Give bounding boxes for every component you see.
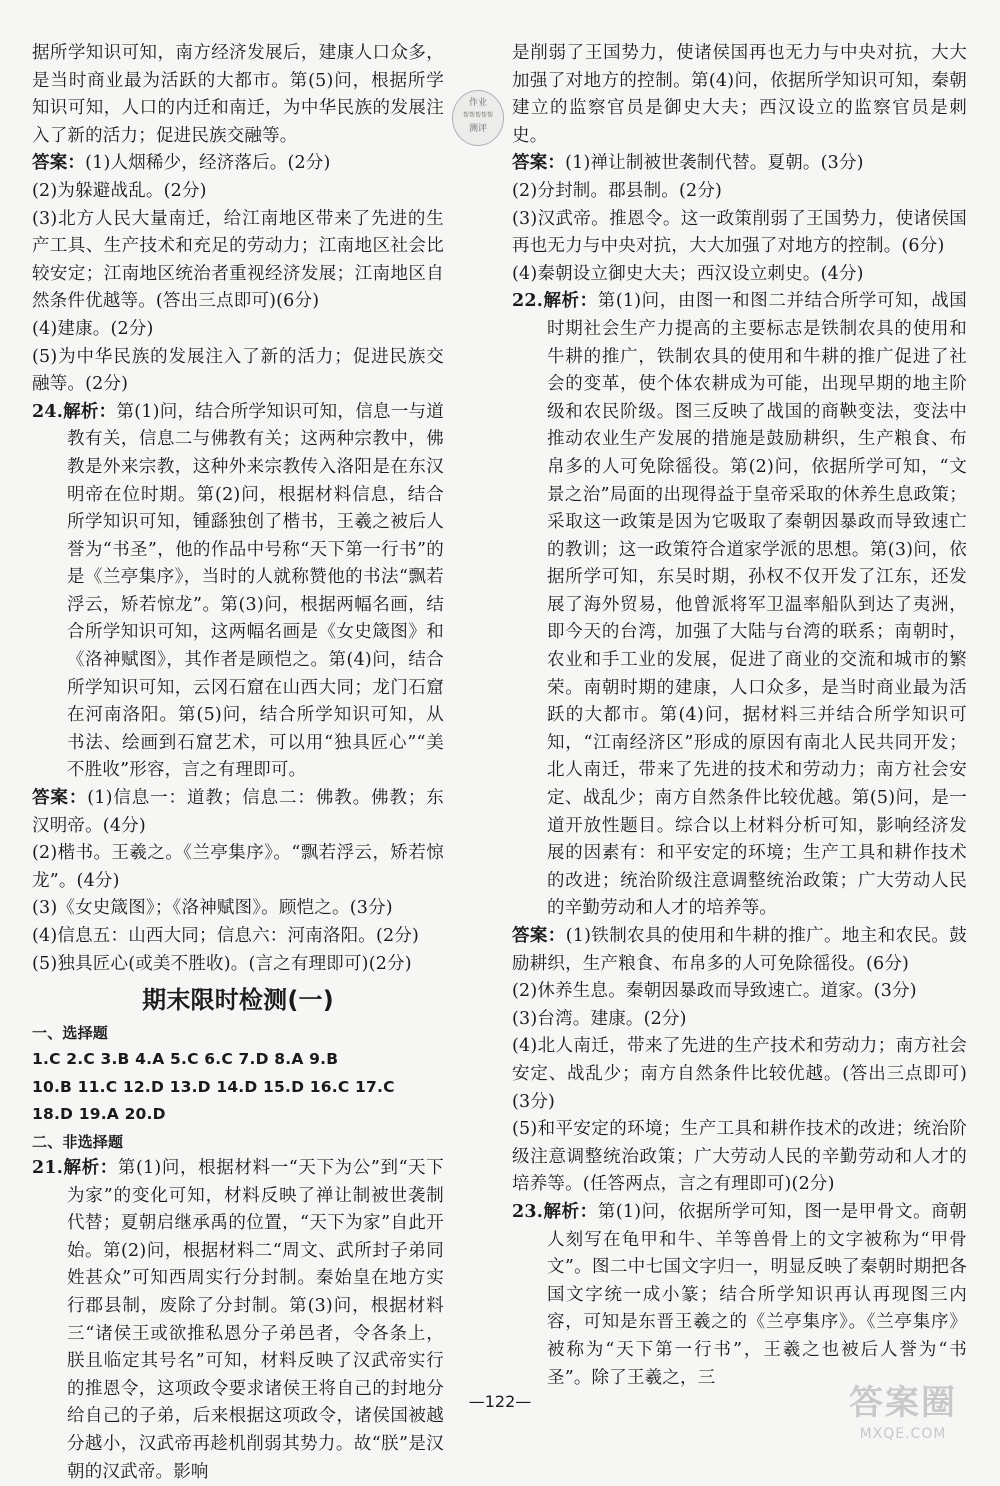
mc-answers-row-3: 18.D 19.A 20.D (32, 1105, 166, 1124)
q21-answer-3: (3)汉武帝。推恩令。这一政策削弱了王国势力，使诸侯国再也无力与中央对抗，大大加强了对地方的控制。(6分) (512, 208, 967, 257)
q24-answer-4: (4)信息五：山西大同；信息六：河南洛阳。(2分) (32, 926, 420, 946)
q24-analysis: 24.解析：第(1)问，结合所学知识可知，信息一与道教有关，信息二与佛教有关；这两种宗教中，佛教是外来宗教，这种外来宗教传入洛阳是在东汉明帝在位时期。第(2)问，根据材料信息，结合所学知识可知，锺繇独创了楷书，王羲之被后人誉为“书圣”，他的作品中号称“天下第一行书”的是《兰亭集序》，当时的人就称赞他的书法“飘若浮云，矫若惊龙”。第(3)问，根据两幅名画，结合所学知识可知，这两幅名画是《女史箴图》和《洛神赋图》，其作者是顾恺之。第(4)问，结合所学知识可知，云冈石窟在山西大同；龙门石窟在河南洛阳。第(5)问，结合所学知识可知，从书法、绘画到石窟艺术，可以用“独具匠心”“美不胜收”形容，言之有理即可。 (32, 401, 444, 781)
q22-answer-2: (2)休养生息。秦朝因暴政而导致速亡。道家。(3分) (512, 981, 917, 1002)
q21-answer-2: (2)分封制。郡县制。(2分) (512, 180, 723, 201)
q23-analysis-continued: 据所学知识可知，南方经济发展后，建康人口众多，是当时商业最为活跃的大都市。第(5)问，根据所学知识可知，人口的内迁和南迁，为中华民族的发展注入了新的活力；促进民族交融等。 (32, 43, 444, 146)
section-title: 期末限时检测(一) (142, 986, 334, 1015)
page-number: —122— (468, 1392, 532, 1411)
q23-answer-5: (5)为中华民族的发展注入了新的活力；促进民族交融等。(2分) (32, 346, 444, 395)
q21-answer-1: 答案：(1)禅让制被世袭制代替。夏朝。(3分) (512, 153, 864, 174)
q23-answer-4: (4)建康。(2分) (32, 318, 154, 339)
answer-label: 答案： (32, 153, 86, 174)
homework-stamp: 作业 帮帮帮帮帮 测评 (452, 90, 504, 146)
q23-answer-1: 答案：(1)人烟稀少，经济落后。(2分) (32, 153, 331, 174)
answer-label: 答案： (512, 153, 566, 174)
q21-label: 21.解析： (32, 1157, 118, 1178)
q22-answer-3: (3)台湾。建康。(2分) (512, 1008, 687, 1029)
q24-answer-3: (3)《女史箴图》；《洛神赋图》。顾恺之。(3分) (32, 898, 393, 919)
q22-answer-4: (4)北人南迁，带来了先进的生产技术和劳动力；南方社会安定、战乱少；南方自然条件比较优越。(答出三点即可)(3分) (512, 1036, 967, 1112)
answer-label: 答案： (32, 788, 88, 809)
q22-analysis: 22.解析：第(1)问，由图一和图二并结合所学可知，战国时期社会生产力提高的主要标志是铁制农具的使用和牛耕的推广，铁制农具的使用和牛耕的推广促进了社会的变革，使个体农耕成为可能，出现早期的地主阶级和农民阶级。图三反映了战国的商鞅变法，变法中推动农业生产发展的措施是鼓励耕织，生产粮食、布帛多的人可免除徭役。第(2)问，依据所学可知，“文景之治”局面的出现得益于皇帝采取的休养生息政策；采取这一政策是因为它吸取了秦朝因暴政而导致速亡的教训；这一政策符合道家学派的思想。第(3)问，依据所学可知，东吴时期，孙权不仅开发了江东，还发展了海外贸易，他曾派将军卫温率船队到达了夷洲，即今天的台湾，加强了大陆与台湾的联系；南朝时，农业和手工业的发展，促进了商业的交流和城市的繁荣。南朝时期的建康，人口众多，是当时商业最为活跃的大都市。第(4)问，据材料三并结合所学知识可知，“江南经济区”形成的原因有南北人民共同开发；北人南迁，带来了先进的技术和劳动力；南方社会安定、战乱少；南方自然条件比较优越。第(5)问，是一道开放性题目。综合以上材料分析可知，影响经济发展的因素有：和平安定的环境；生产工具和耕作技术的改进；统治阶级注意调整统治政策；广大劳动人民的辛勤劳动和人才的培养等。 (512, 291, 968, 919)
q23-answer-3: (3)北方人民大量南迁，给江南地区带来了先进的生产工具、生产技术和充足的劳动力；江南地区社会比较安定；江南地区统治者重视经济发展；江南地区自然条件优越等。(答出三点即可)(6分) (32, 208, 444, 312)
q21-answer-4: (4)秦朝设立御史大夫；西汉设立刺史。(4分) (512, 263, 864, 284)
mc-answers-row-1: 1.C 2.C 3.B 4.A 5.C 6.C 7.D 8.A 9.B (32, 1050, 339, 1069)
right-column (512, 40, 967, 1392)
q24-label: 24.解析： (32, 401, 117, 422)
multiple-choice-header: 一、选择题 (32, 1024, 109, 1043)
q21-analysis-continued: 是削弱了王国势力，使诸侯国再也无力与中央对抗，大大加强了对地方的控制。第(4)问，依据所学知识可知，秦朝建立的监察官员是御史大夫；西汉设立的监察官员是刺史。 (512, 43, 967, 146)
site-watermark: 答案圈 MXQE.COM (849, 1383, 957, 1442)
left-column (32, 40, 444, 1486)
q22-label: 22.解析： (512, 291, 598, 312)
q22-answer-1: 答案：(1)铁制农具的使用和牛耕的推广。地主和农民。鼓励耕织，生产粮食、布帛多的人可免除徭役。(6分) (512, 926, 967, 974)
q22-answer-5: (5)和平安定的环境；生产工具和耕作技术的改进；统治阶级注意调整统治政策；广大劳动人民的辛勤劳动和人才的培养等。(任答两点，言之有理即可)(2分) (512, 1119, 967, 1195)
q23-label: 23.解析： (512, 1201, 598, 1222)
mc-answers-row-2: 10.B 11.C 12.D 13.D 14.D 15.D 16.C 17.C (32, 1077, 395, 1096)
q24-answer-2: (2)楷书。王羲之。《兰亭集序》。“飘若浮云，矫若惊龙”。(4分) (32, 843, 444, 891)
q23-analysis: 23.解析：第(1)问，依据所学可知，图一是甲骨文。商朝人刻写在龟甲和牛、羊等兽骨上的文字被称为“甲骨文”。图二中七国文字归一，明显反映了秦朝时期把各国文字统一成小篆；结合所学知识再认再现图三内容，可知是东晋王羲之的《兰亭集序》。《兰亭集序》被称为“天下第一行书”，王羲之也被后人誉为“书圣”。除了王羲之，三 (512, 1201, 968, 1388)
answer-label: 答案： (512, 926, 566, 946)
q24-answer-5: (5)独具匠心(或美不胜收)。(言之有理即可)(2分) (32, 953, 412, 974)
q23-answer-2: (2)为躲避战乱。(2分) (32, 180, 207, 201)
q21-analysis: 21.解析：第(1)问，根据材料一“天下为公”到“天下为家”的变化可知，材料反映了禅让制被世袭制代替；夏朝启继承禹的位置，“天下为家”自此开始。第(2)问，根据材料二“周文、武所封子弟同姓甚众”可知西周实行分封制。秦始皇在地方实行郡县制，废除了分封制。第(3)问，根据材料三“诸侯王或欲推私恩分子弟邑者，令各条上，朕且临定其号名”可知，材料反映了汉武帝实行的推恩令，这项政令要求诸侯王将自己的封地分给自己的子弟，后来根据这项政令，诸侯国被越分越小，汉武帝再趁机削弱其势力。故“朕”是汉朝的汉武帝。影响 (32, 1157, 445, 1482)
non-multiple-choice-header: 二、非选择题 (32, 1132, 124, 1151)
q24-answer-1: 答案：(1)信息一：道教；信息二：佛教。佛教；东汉明帝。(4分) (32, 788, 444, 836)
